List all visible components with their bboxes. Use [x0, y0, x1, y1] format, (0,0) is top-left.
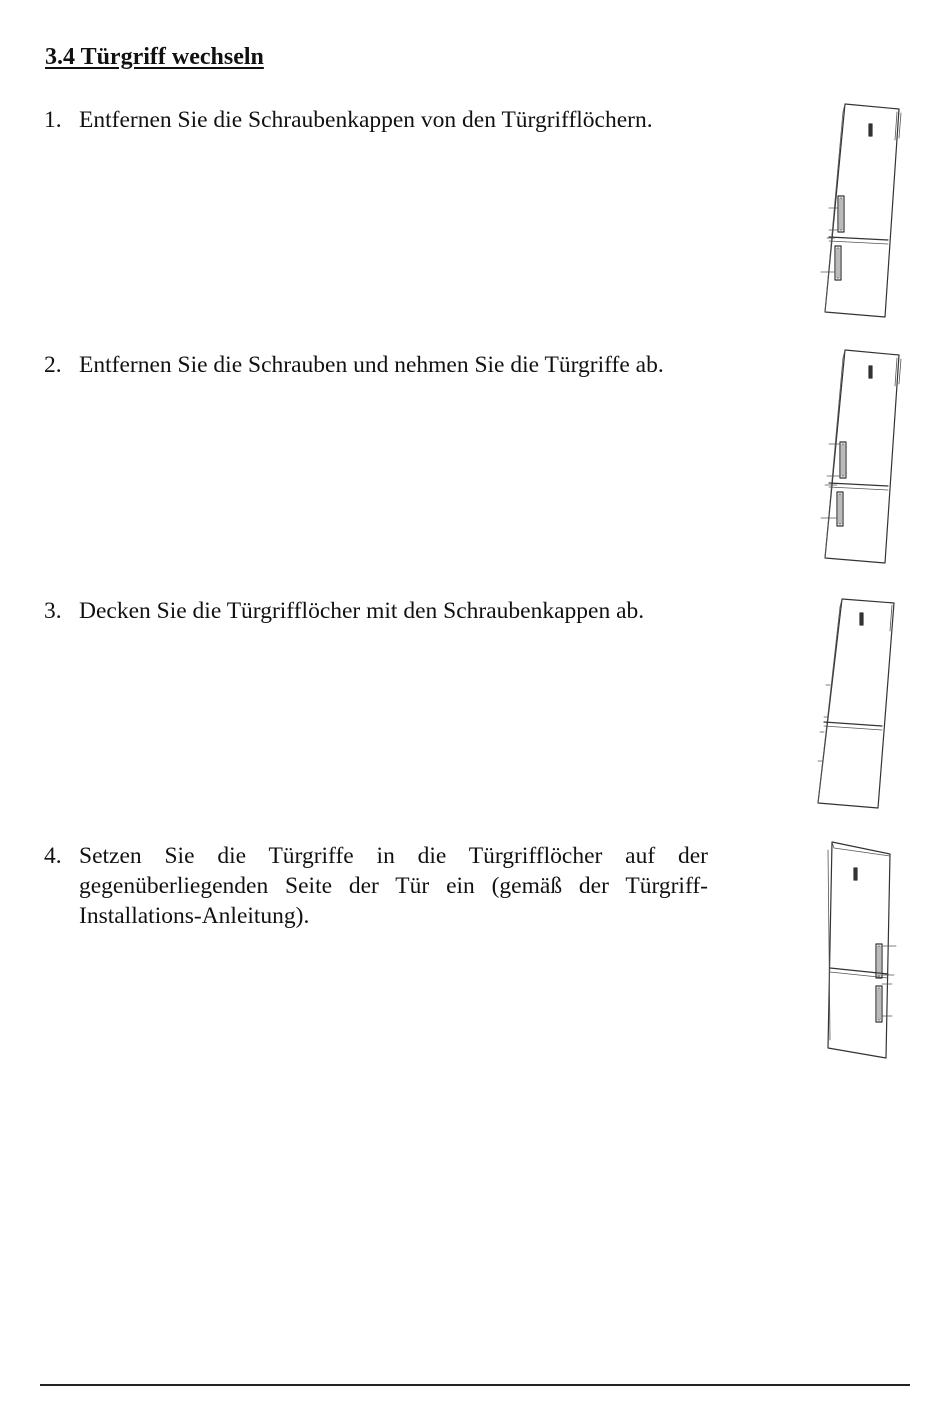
- step-3: [44, 596, 708, 626]
- step-number: 4.: [44, 843, 62, 869]
- step-text: Setzen Sie die Türgriffe in die Türgrifflöcher auf der gegenüberliegenden Seite der Tür ein (gemäß der Türgriff-Installations-Anleitung).: [79, 843, 708, 929]
- step-1: [44, 105, 708, 135]
- step-4: [44, 841, 708, 931]
- step-number: 3.: [44, 598, 62, 624]
- step-number: 1.: [44, 107, 62, 133]
- fridge-no-handles-icon: [812, 595, 902, 815]
- step-text: Decken Sie die Türgrifflöcher mit den Schraubenkappen ab.: [79, 598, 645, 624]
- section-title: 3.4 Türgriff wechseln: [45, 44, 264, 70]
- fridge-handles-left-removed-icon: [815, 346, 905, 568]
- step-text: Entfernen Sie die Schrauben und nehmen Sie die Türgriffe ab.: [79, 352, 664, 378]
- step-text: Entfernen Sie die Schraubenkappen von den Türgrifflöchern.: [79, 107, 653, 133]
- footer-divider: [40, 1384, 910, 1386]
- step-number: 2.: [44, 352, 62, 378]
- fridge-handles-right-icon: [820, 840, 900, 1062]
- step-2: [44, 350, 708, 380]
- fridge-handles-left-icon: [815, 100, 905, 322]
